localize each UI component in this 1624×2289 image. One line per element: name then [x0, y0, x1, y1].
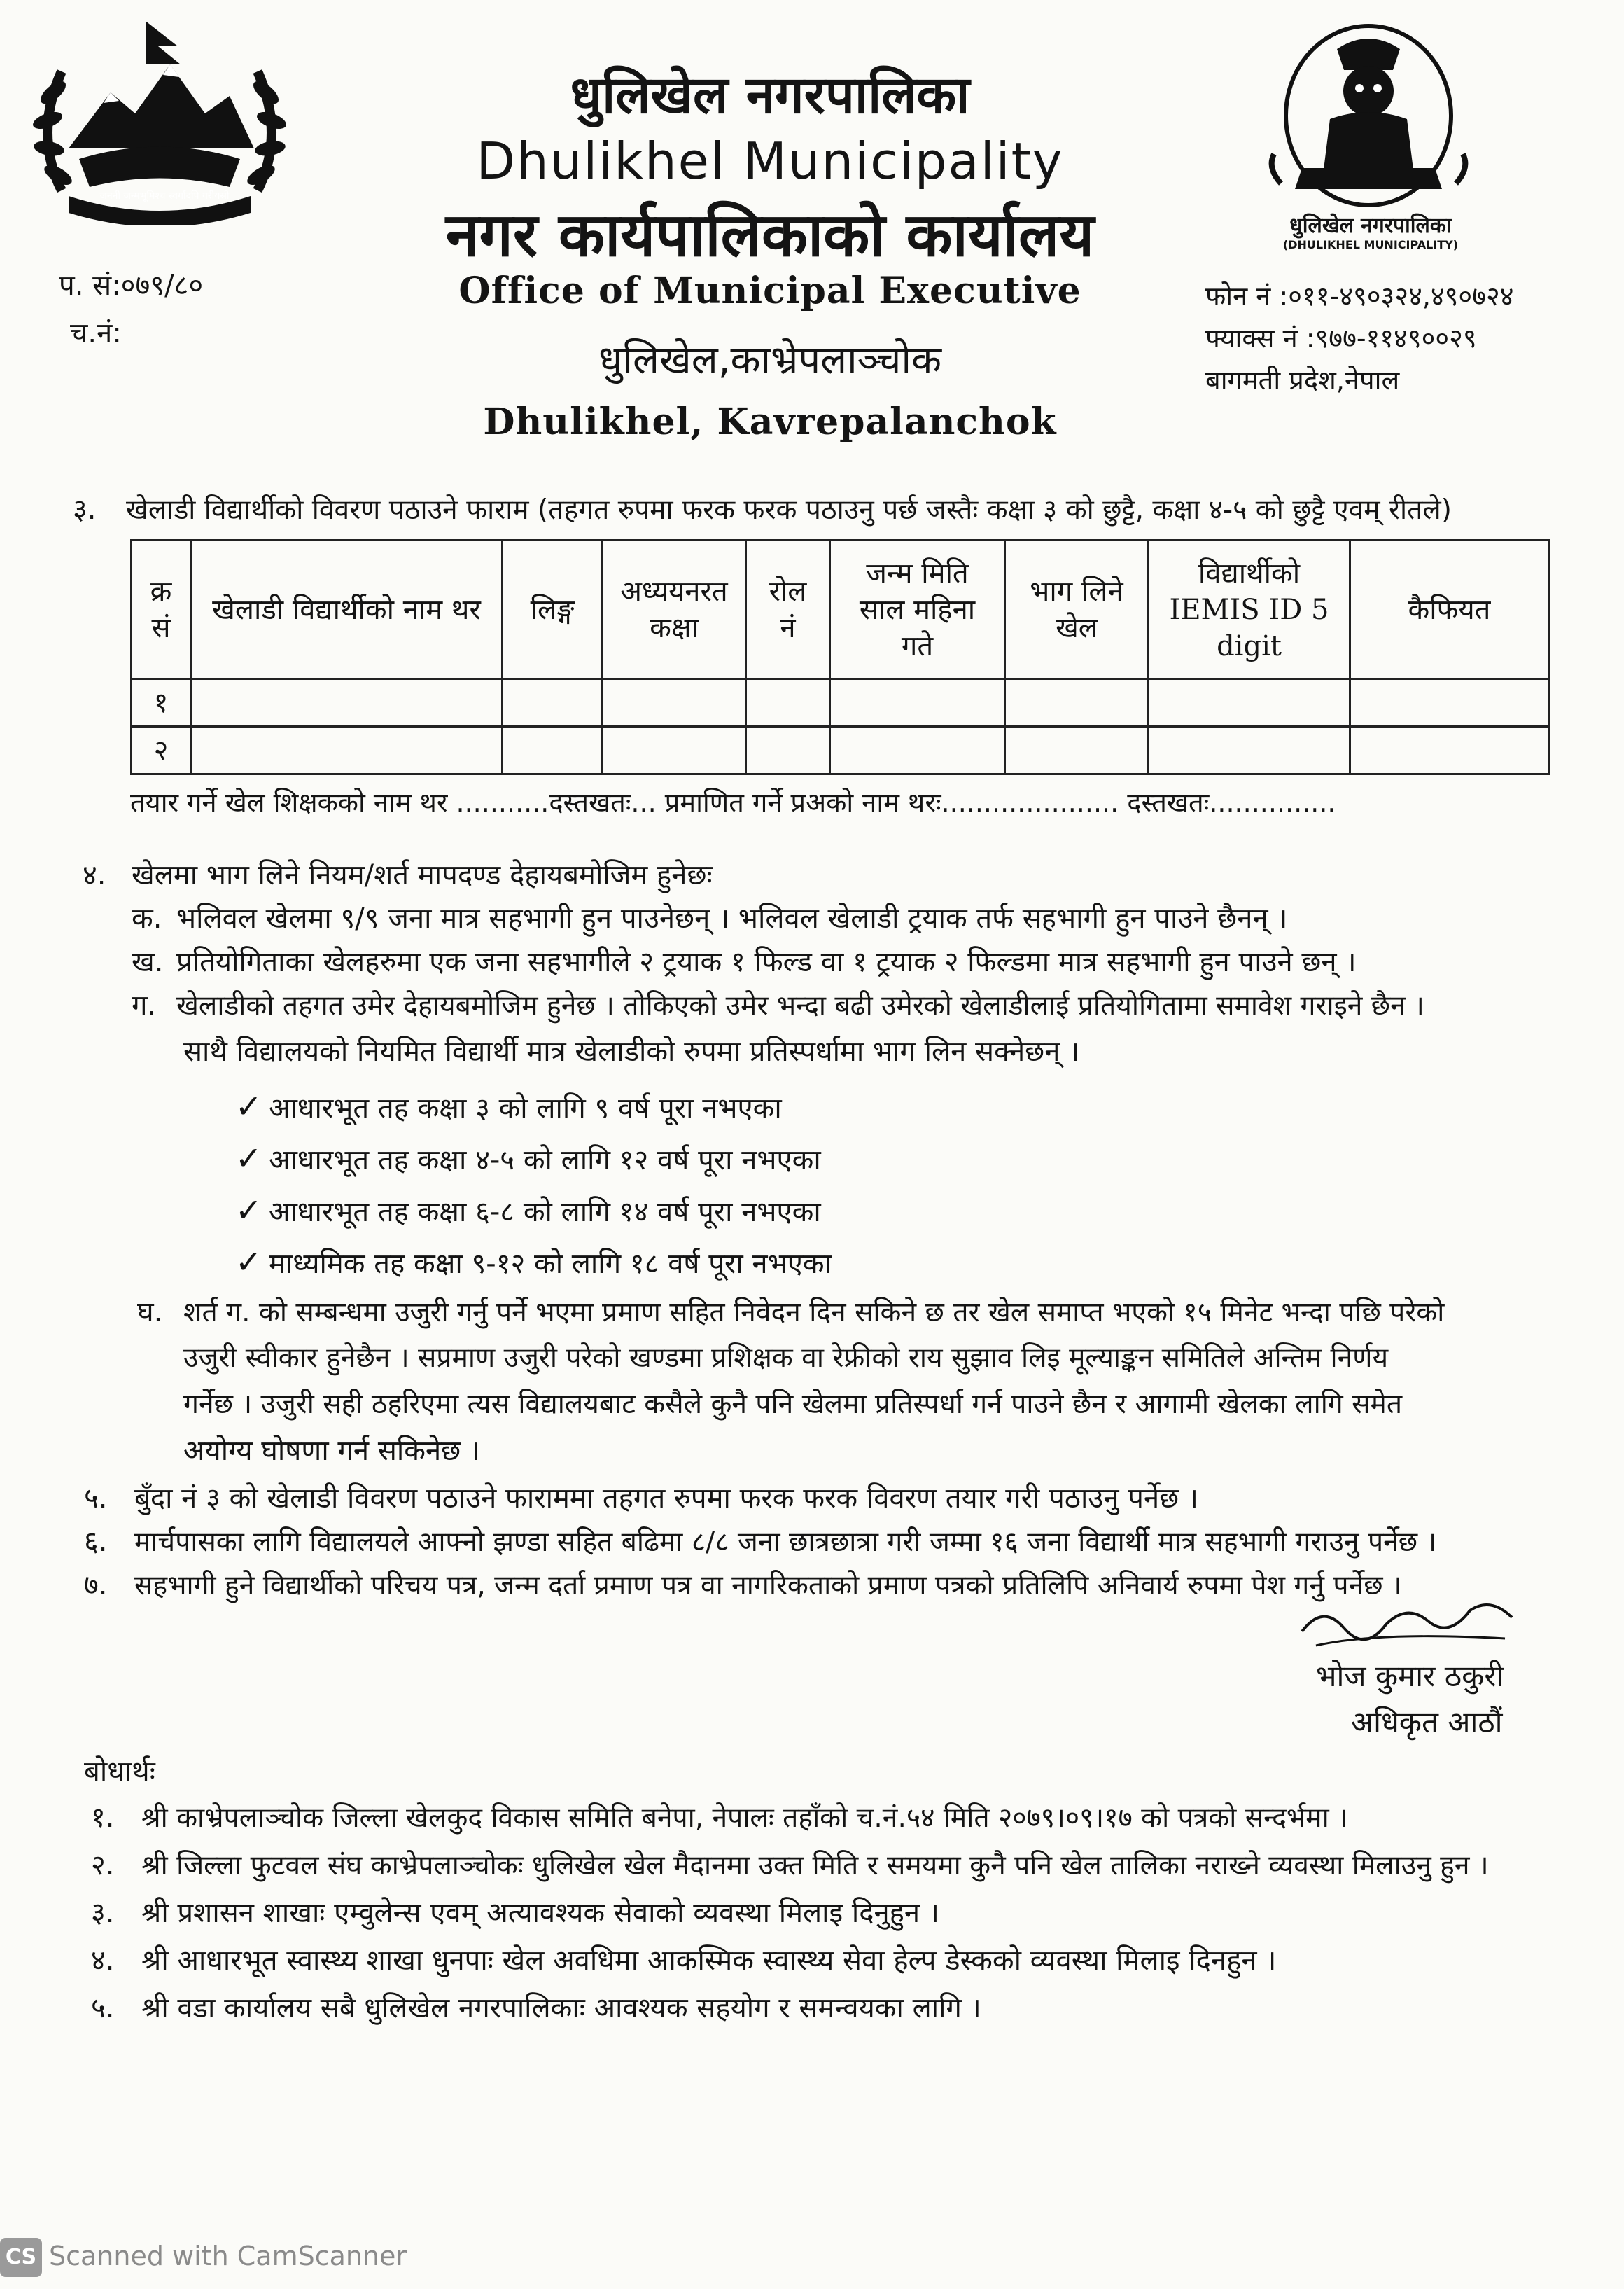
student-details-table — [130, 539, 1550, 775]
rule-ga: ग. खेलाडीको तहगत उमेर देहायबमोजिम हुनेछ । तोकिएको उमेर भन्दा बढी उमेरको खेलाडीलाई प्रतियोगितामा समावेश गराइने छैन । — [132, 989, 1424, 1022]
table-row — [132, 727, 1549, 774]
age-rule-3: ✓ आधारभूत तह कक्षा ६-८ को लागि १४ वर्ष पूरा नभएका — [235, 1191, 821, 1229]
header-iemis-id: विद्यार्थीको IEMIS ID 5 digit — [1149, 541, 1350, 679]
logo-caption: धुलिखेल नगरपालिका — [1289, 214, 1452, 238]
rule-gha-line-3: गर्नेछ । उजुरी सही ठहरिएमा त्यस विद्यालयबाट कसैले कुनै पनि खेलमा प्रतिस्पर्धा गर्न पाउने छैन र आगामी खेलका लागि समेत — [183, 1389, 1403, 1420]
rule-gha-line-4: अयोग्य घोषणा गर्न सकिनेछ । — [183, 1435, 481, 1467]
rule-ga-continued: साथै विद्यालयको नियमित विद्यार्थी मात्र खेलाडीको रुपमा प्रतिस्पर्धामा भाग लिन सक्नेछन् । — [183, 1036, 1080, 1068]
header-class: अध्ययनरत कक्षा — [603, 541, 746, 679]
signatory-name: भोज कुमार ठकुरी — [1316, 1659, 1504, 1693]
check-icon: ✓ — [235, 1191, 262, 1229]
header-remarks: कैफियत — [1350, 541, 1549, 679]
age-rule-4: ✓ माध्यमिक तह कक्षा ९-१२ को लागि १८ वर्ष पूरा नभएका — [235, 1243, 832, 1281]
signoff-line: तयार गर्ने खेल शिक्षकको नाम थर ...........दस्तखतः... प्रमाणित गर्ने प्रअको नाम थरः..................... दस्तखतः............... — [130, 787, 1336, 818]
cc-item-5: ५. श्री वडा कार्यालय सबै धुलिखेल नगरपालिकाः आवश्यक सहयोग र समन्वयका लागि । — [91, 1992, 981, 2024]
location-english: Dhulikhel, Kavrepalanchok — [483, 401, 1057, 443]
rule-gha: घ. शर्त ग. को सम्बन्धमा उजुरी गर्नु पर्ने भएमा प्रमाण सहित निवेदन दिन सकिने छ तर खेल समाप्त भएको १५ मिनेट भन्दा पछि परेको — [137, 1296, 1445, 1328]
fax-number: फ्याक्स नं :९७७-११४९००२९ — [1205, 323, 1477, 354]
municipality-name-english: Dhulikhel Municipality — [476, 132, 1064, 190]
cc-title: बोधार्थः — [84, 1755, 155, 1788]
phone-number: फोन नं :०११-४९०३२४,४९०७२४ — [1205, 281, 1514, 312]
rule-ka: क. भलिवल खेलमा ९/९ जना मात्र सहभागी हुन पाउनेछन् । भलिवल खेलाडी ट्रयाक तर्फ सहभागी हुन पाउने छैनन् । — [132, 903, 1288, 935]
logo-caption-english: (DHULIKHEL MUNICIPALITY) — [1282, 238, 1459, 251]
section-4-title: ४. खेलमा भाग लिने नियम/शर्त मापदण्ड देहायबमोजिम हुनेछः — [83, 859, 713, 891]
section-3 — [73, 490, 1452, 530]
emblem-motto: जननी जन्मभूमिश्च स्वर्गादपि गरीयसी — [99, 190, 230, 202]
section-3-number: ३. — [73, 494, 97, 526]
check-icon: ✓ — [235, 1087, 262, 1125]
cc-item-2: २. श्री जिल्ला फुटवल संघ काभ्रेपलाञ्चोकः धुलिखेल खेल मैदानमा उक्त मिति र समयमा कुनै पनि खेल तालिका नराख्ने व्यवस्था मिलाउनु हुन । — [91, 1849, 1489, 1881]
office-name-nepali: नगर कार्यपालिकाको कार्यालय — [445, 200, 1095, 270]
table-row — [132, 679, 1549, 727]
header-roll: रोल नं — [746, 541, 830, 679]
section-3-text: खेलाडी विद्यार्थीको विवरण पठाउने फाराम (तहगत रुपमा फरक फरक पठाउनु पर्छ जस्तैः कक्षा ३ को छुट्टै, कक्षा ४-५ को छुट्टै एवम् रीतले) — [126, 494, 1452, 526]
header-birth-date: जन्म मिति साल महिना गते — [830, 541, 1005, 679]
header-student-name: खेलाडी विद्यार्थीको नाम थर — [191, 541, 503, 679]
camscanner-watermark: Scanned with CamScanner — [49, 2241, 407, 2271]
cc-item-1: १. श्री काभ्रेपलाञ्चोक जिल्ला खेलकुद विकास समिति बनेपा, नेपालः तहाँको च.नं.५४ मिति २०७९।०९।१७ को पत्रको सन्दर्भमा । — [91, 1802, 1348, 1834]
cc-item-4: ४. श्री आधारभूत स्वास्थ्य शाखा धुनपाः खेल अवधिमा आकस्मिक स्वास्थ्य सेवा हेल्प डेस्कको व्यवस्था मिलाइ दिनहुन । — [91, 1944, 1277, 1977]
row-serial: २ — [132, 727, 191, 774]
office-name-english: Office of Municipal Executive — [458, 270, 1082, 312]
signatory-title: अधिकृत आठौं — [1351, 1705, 1503, 1739]
province: बागमती प्रदेश,नेपाल — [1205, 365, 1400, 396]
check-icon: ✓ — [235, 1243, 262, 1281]
point-6: ६. मार्चपासका लागि विद्यालयले आफ्नो झण्डा सहित बढिमा ८/८ जना छात्रछात्रा गरी जम्मा १६ जना विद्यार्थी मात्र सहभागी गराउनु पर्नेछ । — [84, 1526, 1437, 1558]
point-7: ७. सहभागी हुने विद्यार्थीको परिचय पत्र, जन्म दर्ता प्रमाण पत्र वा नागरिकताको प्रमाण पत्रको प्रतिलिपि अनिवार्य रुपमा पेश गर्नु पर्नेछ । — [84, 1569, 1402, 1601]
header-game: भाग लिने खेल — [1005, 541, 1149, 679]
location-nepali: धुलिखेल,काभ्रेपलाञ्चोक — [598, 338, 941, 383]
table-header-row — [132, 541, 1549, 679]
check-icon: ✓ — [235, 1139, 262, 1177]
header-serial: क्र सं — [132, 541, 191, 679]
rule-gha-line-2: उजुरी स्वीकार हुनेछैन । सप्रमाण उजुरी परेको खण्डमा प्रशिक्षक वा रेफ्रीको राय सुझाव लिइ मूल्याङ्कन समितिले अन्तिम निर्णय — [183, 1342, 1389, 1374]
dispatch-number: च.नं: — [70, 317, 122, 349]
camscanner-logo-icon: CS — [0, 2238, 42, 2277]
rule-kha: ख. प्रतियोगिताका खेलहरुमा एक जना सहभागीले २ ट्रयाक १ फिल्ड वा १ ट्रयाक २ फिल्डमा मात्र सहभागी हुन पाउने छन् । — [132, 946, 1357, 978]
row-serial: १ — [132, 679, 191, 727]
municipality-name-nepali: धुलिखेल नगरपालिका — [570, 65, 970, 125]
cc-item-3: ३. श्री प्रशासन शाखाः एम्वुलेन्स एवम् अत्यावश्यक सेवाको व्यवस्था मिलाइ दिनुहुन । — [91, 1897, 939, 1929]
reference-number: प. सं:०७९/८० — [59, 270, 204, 302]
header-gender: लिङ्ग — [503, 541, 603, 679]
age-rule-1: ✓ आधारभूत तह कक्षा ३ को लागि ९ वर्ष पूरा नभएका — [235, 1087, 782, 1125]
point-5: ५. बुँदा नं ३ को खेलाडी विवरण पठाउने फाराममा तहगत रुपमा फरक फरक विवरण तयार गरी पठाउनु पर्नेछ । — [84, 1482, 1199, 1515]
age-rule-2: ✓ आधारभूत तह कक्षा ४-५ को लागि १२ वर्ष पूरा नभएका — [235, 1139, 821, 1177]
